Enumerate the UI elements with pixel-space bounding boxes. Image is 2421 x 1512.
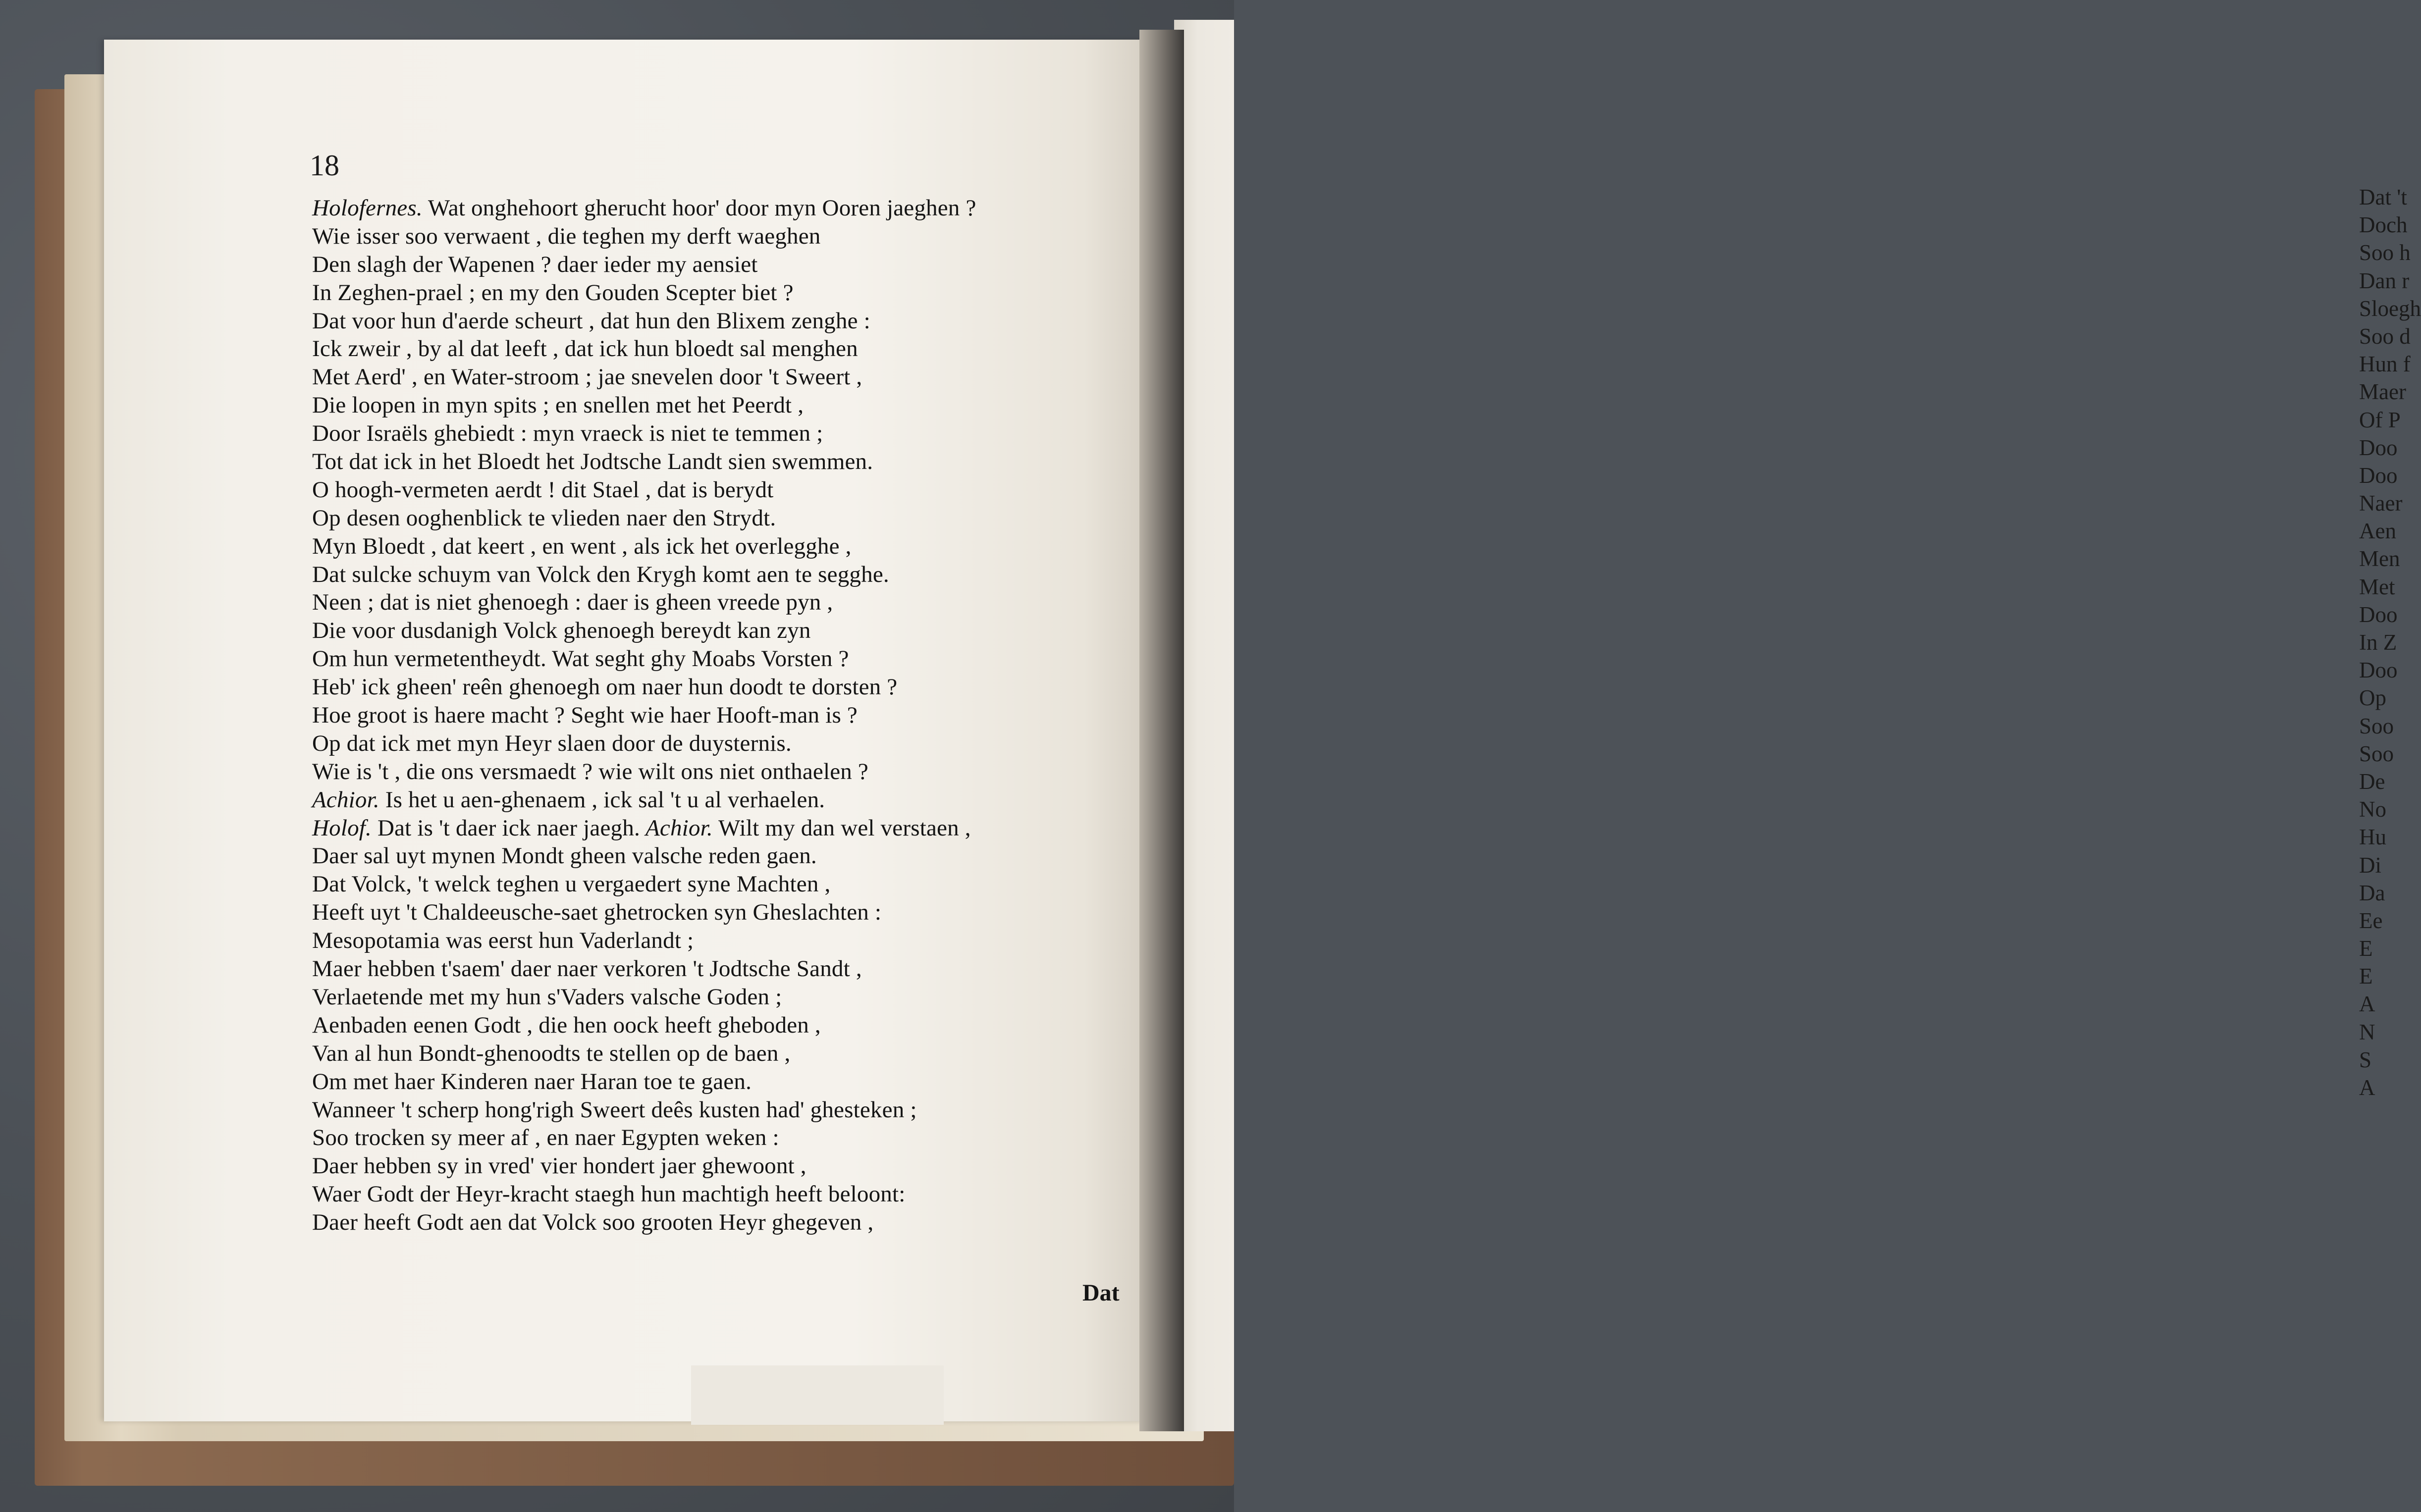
verse-line <box>312 1011 1130 1040</box>
verse-line <box>312 1124 1130 1152</box>
facing-page-line: Op <box>2359 685 2386 711</box>
verse-line <box>312 1152 1130 1180</box>
line-text: Wie isser soo verwaent , die teghen my derft waeghen <box>312 223 821 249</box>
verse-line <box>312 1040 1130 1068</box>
verse-line <box>312 335 1130 363</box>
facing-page-line: A <box>2359 1075 2375 1100</box>
facing-page-line: Doo <box>2359 602 2398 627</box>
speaker-name: Achior. <box>312 786 379 813</box>
verse-line <box>312 419 1130 448</box>
facing-page-lines <box>2359 183 2421 1101</box>
facing-page-line: Dan r <box>2359 268 2410 293</box>
facing-page-line: Di <box>2359 852 2381 878</box>
facing-page-line: De <box>2359 769 2385 794</box>
facing-page-line: N <box>2359 1019 2375 1044</box>
facing-page-line: Doo <box>2359 435 2398 460</box>
line-text: Dat sulcke schuym van Volck den Krygh komt aen te segghe. <box>312 561 889 587</box>
line-text: Neen ; dat is niet ghenoegh : daer is gheen vreede pyn , <box>312 589 833 616</box>
catchword: Dat <box>1082 1280 1120 1306</box>
facing-page-line: Doo <box>2359 463 2398 488</box>
line-text: Verlaetende met my hun s'Vaders valsche Goden ; <box>312 984 782 1010</box>
verse-line <box>312 730 1130 758</box>
line-text: Is het u aen-ghenaem , ick sal 't u al verhaelen. <box>379 786 825 813</box>
facing-page-line: Dat 't <box>2359 185 2407 209</box>
page-number: 18 <box>310 149 339 182</box>
line-text: Dat voor hun d'aerde scheurt , dat hun den Blixem zenghe : <box>312 308 870 334</box>
facing-page-line: Doo <box>2359 658 2398 683</box>
line-text: Heeft uyt 't Chaldeeusche-saet ghetrocken syn Gheslachten : <box>312 899 882 926</box>
line-text: Die voor dusdanigh Volck ghenoegh bereydt kan zyn <box>312 618 811 644</box>
line-text: In Zeghen-prael ; en my den Gouden Scepter biet ? <box>312 279 794 306</box>
verse-line <box>312 363 1130 391</box>
line-text: Daer sal uyt mynen Mondt gheen valsche reden gaen. <box>312 843 817 869</box>
line-text: Waer Godt der Heyr-kracht staegh hun machtigh heeft beloont: <box>312 1181 906 1207</box>
verse-line <box>312 448 1130 476</box>
verse-line <box>312 758 1130 786</box>
verse-line <box>312 222 1130 251</box>
facing-page-line: E <box>2359 964 2373 989</box>
line-text: Wat onghehoort gherucht hoor' door myn Ooren jaeghen ? <box>422 195 976 221</box>
verse-line <box>312 561 1130 589</box>
line-text: Wilt my dan wel verstaen , <box>712 815 971 841</box>
line-text: Soo trocken sy meer af , en naer Egypten weken : <box>312 1125 779 1151</box>
verse-line <box>312 532 1130 561</box>
facing-page-line: Ee <box>2359 908 2383 933</box>
line-text: Dat is 't daer ick naer jaegh. <box>372 815 640 841</box>
verse-line <box>312 842 1130 870</box>
verse-line <box>312 504 1130 532</box>
facing-page-line: Men <box>2359 546 2400 572</box>
facing-page-line: S <box>2359 1047 2372 1072</box>
facing-page-line: Aen <box>2359 519 2396 544</box>
line-text: O hoogh-vermeten aerdt ! dit Stael , dat is berydt <box>312 476 774 503</box>
facing-page-line: Soo h <box>2359 240 2411 265</box>
facing-page-line: Doch <box>2359 212 2408 238</box>
facing-page-line: Met <box>2359 574 2395 599</box>
verse-line <box>312 617 1130 645</box>
line-text: Den slagh der Wapenen ? daer ieder my aensiet <box>312 251 758 277</box>
verse-line <box>312 251 1130 279</box>
facing-page-line: Naer <box>2359 491 2403 516</box>
verse-line <box>312 1096 1130 1124</box>
line-text: Op dat ick met myn Heyr slaen door de duysternis. <box>312 730 792 756</box>
facing-page-line: Of P <box>2359 407 2401 432</box>
facing-page-line: A <box>2359 991 2375 1017</box>
verse-line <box>312 476 1130 504</box>
facing-page-line: In Z <box>2359 630 2397 655</box>
facing-page-line: No <box>2359 797 2386 822</box>
facing-page-line: Soo <box>2359 713 2394 738</box>
verse-line <box>312 1068 1130 1096</box>
line-text: Dat Volck, 't welck teghen u vergaedert syne Machten , <box>312 871 831 897</box>
verse-line <box>312 786 1130 814</box>
verse-line <box>312 701 1130 730</box>
line-text: Om hun vermetentheydt. Wat seght ghy Moabs Vorsten ? <box>312 646 849 672</box>
line-text: Tot dat ick in het Bloedt het Jodtsche Landt sien swemmen. <box>312 449 873 475</box>
blank-patch <box>691 1365 944 1425</box>
verse-line <box>312 279 1130 307</box>
facing-page-line: Maer <box>2359 379 2406 405</box>
facing-page-line: Hun f <box>2359 352 2411 377</box>
facing-page-line: Sloegh <box>2359 296 2421 321</box>
facing-page-line: Da <box>2359 880 2385 905</box>
line-text: Daer hebben sy in vred' vier hondert jaer ghewoont , <box>312 1153 807 1179</box>
verse-line <box>312 673 1130 701</box>
verse-line <box>312 645 1130 673</box>
facing-page-line: Soo <box>2359 741 2394 766</box>
verse-line <box>312 391 1130 419</box>
line-text: Door Israëls ghebiedt : myn vraeck is niet te temmen ; <box>312 420 823 447</box>
verse-line <box>312 194 1130 222</box>
line-text: Om met haer Kinderen naer Haran toe te gaen. <box>312 1068 752 1095</box>
line-text: Maer hebben t'saem' daer naer verkoren 't Jodtsche Sandt , <box>312 956 862 982</box>
line-text: Wanneer 't scherp hong'righ Sweert deês kusten had' ghesteken ; <box>312 1096 917 1123</box>
line-text: Ick zweir , by al dat leeft , dat ick hun bloedt sal menghen <box>312 336 858 362</box>
facing-page-line: E <box>2359 936 2373 961</box>
line-text: Op desen ooghenblick te vlieden naer den Strydt. <box>312 505 776 531</box>
line-text: Mesopotamia was eerst hun Vaderlandt ; <box>312 928 694 954</box>
facing-page-line: Hu <box>2359 825 2386 850</box>
verse-line <box>312 983 1130 1011</box>
line-text: Met Aerd' , en Water-stroom ; jae snevelen door 't Sweert , <box>312 364 862 390</box>
verse-line <box>312 1208 1130 1237</box>
line-text: Aenbaden eenen Godt , die hen oock heeft gheboden , <box>312 1012 821 1038</box>
facing-page-line: Soo d <box>2359 323 2411 349</box>
line-text: Heb' ick gheen' reên ghenoegh om naer hun doodt te dorsten ? <box>312 674 898 700</box>
verse-line <box>312 955 1130 983</box>
speaker-name: Holofernes. <box>312 195 423 221</box>
line-text: Van al hun Bondt-ghenoodts te stellen op de baen , <box>312 1040 791 1066</box>
verse-line <box>312 588 1130 617</box>
verse-line <box>312 870 1130 898</box>
verse-block <box>312 194 1130 1237</box>
speaker-name: Achior. <box>640 815 713 841</box>
verse-line <box>312 927 1130 955</box>
verse-line <box>312 814 1130 842</box>
line-text: Daer heeft Godt aen dat Volck soo grooten Heyr ghegeven , <box>312 1209 874 1236</box>
book-gutter <box>1139 30 1184 1431</box>
line-text: Wie is 't , die ons versmaedt ? wie wilt ons niet onthaelen ? <box>312 758 868 784</box>
line-text: Myn Bloedt , dat keert , en went , als ick het overlegghe , <box>312 533 852 559</box>
verse-line <box>312 898 1130 927</box>
verse-line <box>312 307 1130 335</box>
speaker-name: Holof. <box>312 815 372 841</box>
line-text: Die loopen in myn spits ; en snellen met het Peerdt , <box>312 392 804 418</box>
line-text: Hoe groot is haere macht ? Seght wie haer Hooft-man is ? <box>312 702 858 729</box>
verse-line <box>312 1180 1130 1208</box>
